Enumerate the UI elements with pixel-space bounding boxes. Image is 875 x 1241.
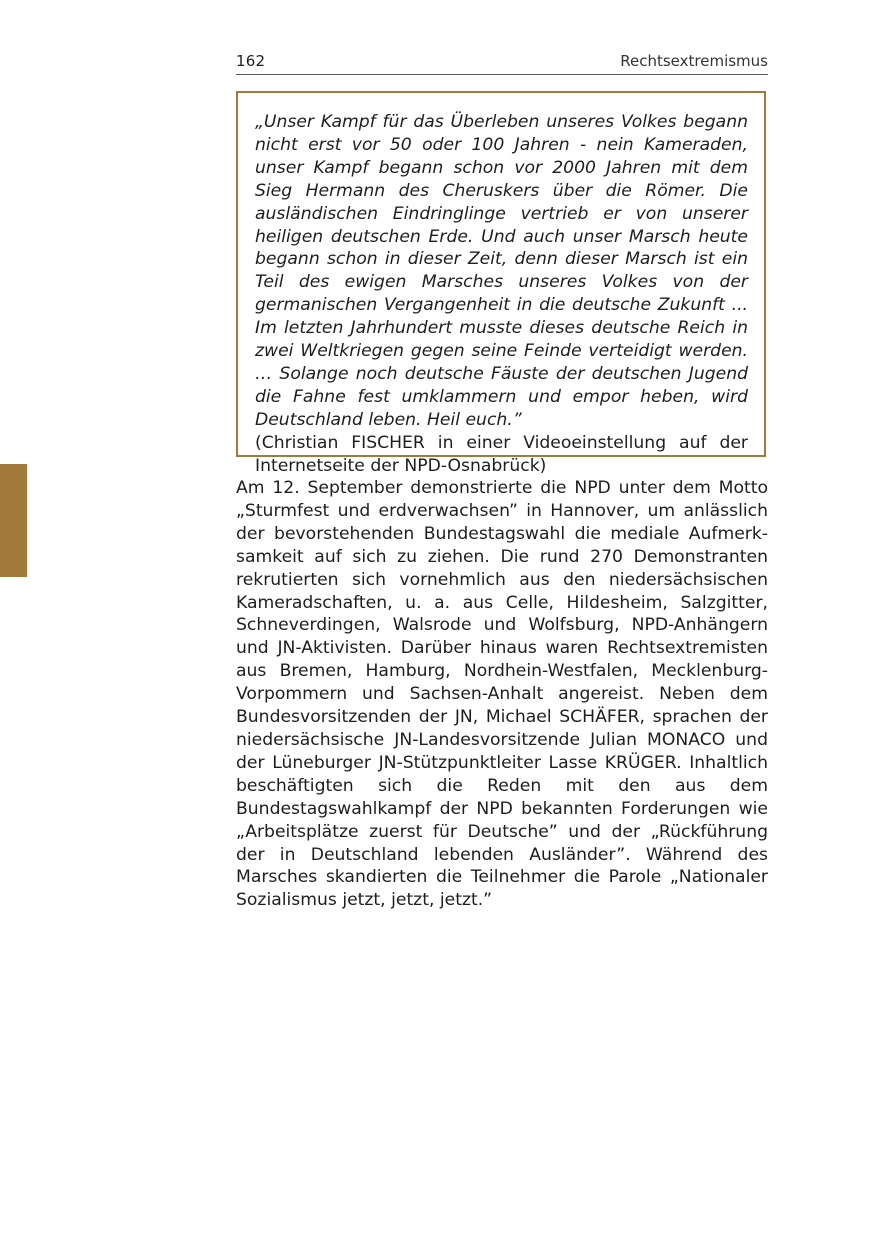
quote-box <box>236 91 766 476</box>
quote-source: (Christian FISCHER in einer Videoeinstellung auf der Internetseite der NPD-Osnabrück) <box>255 432 748 476</box>
page-number: 162 <box>236 52 266 70</box>
body-paragraph: Am 12. September demonstrierte die NPD unter dem Motto „Sturmfest und erdverwachsen” in Hannover, um anlässlich der bevorstehenden Bundestagswahl die mediale Aufmerksamkeit auf sich zu ziehen. Die rund 270 Demonstranten rekrutierten sich vornehmlich aus den niedersächsischen Kameradschaften, u. a. aus Celle, Hildesheim, Salzgitter, Schneverdingen, Walsrode und Wolfsburg, NPD-Anhängern und JN-Aktivisten. Darüber hinaus waren Rechtsextremisten aus Bremen, Hamburg, Nordhein-Westfalen, Mecklenburg-Vorpommern und Sachsen-Anhalt angereist. Neben dem Bundesvorsitzenden der JN, Michael SCHÄFER, sprachen der niedersächsische JN-Landesvorsitzende Julian MONACO und der Lüneburger JN-Stützpunktleiter Lasse KRÜGER. Inhaltlich beschäftigten sich die Reden mit den aus dem Bundestagswahlkampf der NPD bekannten Forderungen wie „Arbeitsplätze zuerst für Deutsche” und der „Rückführung der in Deutschland lebenden Ausländer”. Während des Marsches skandierten die Teilnehmer die Parole „Nationaler Sozialismus jetzt, jetzt, jetzt.” <box>236 478 768 911</box>
running-header: Rechtsextremismus <box>620 52 768 70</box>
chapter-thumb-tab <box>0 464 27 577</box>
header-divider <box>236 74 768 75</box>
quote-text: „Unser Kampf für das Überleben unseres Volkes begann nicht erst vor 50 oder 100 Jahren - nein Kameraden, unser Kampf begann schon vor 2000 Jahren mit dem Sieg Hermann des Cheruskers über die Römer. Die ausländischen Eindringlinge vertrieb er von unserer heiligen deutschen Erde. Und auch unser Marsch heute begann schon in dieser Zeit, denn dieser Marsch ist ein Teil des ewigen Marsches unseres Volkes von der germanischen Vergangenheit in die deutsche Zukunft ... Im letzten Jahrhundert musste dieses deutsche Reich in zwei Weltkriegen gegen seine Feinde verteidigt werden. … Solange noch deutsche Fäuste der deutschen Jugend die Fahne fest umklammern und empor heben, wird Deutschland leben. Heil euch.” <box>255 112 748 430</box>
